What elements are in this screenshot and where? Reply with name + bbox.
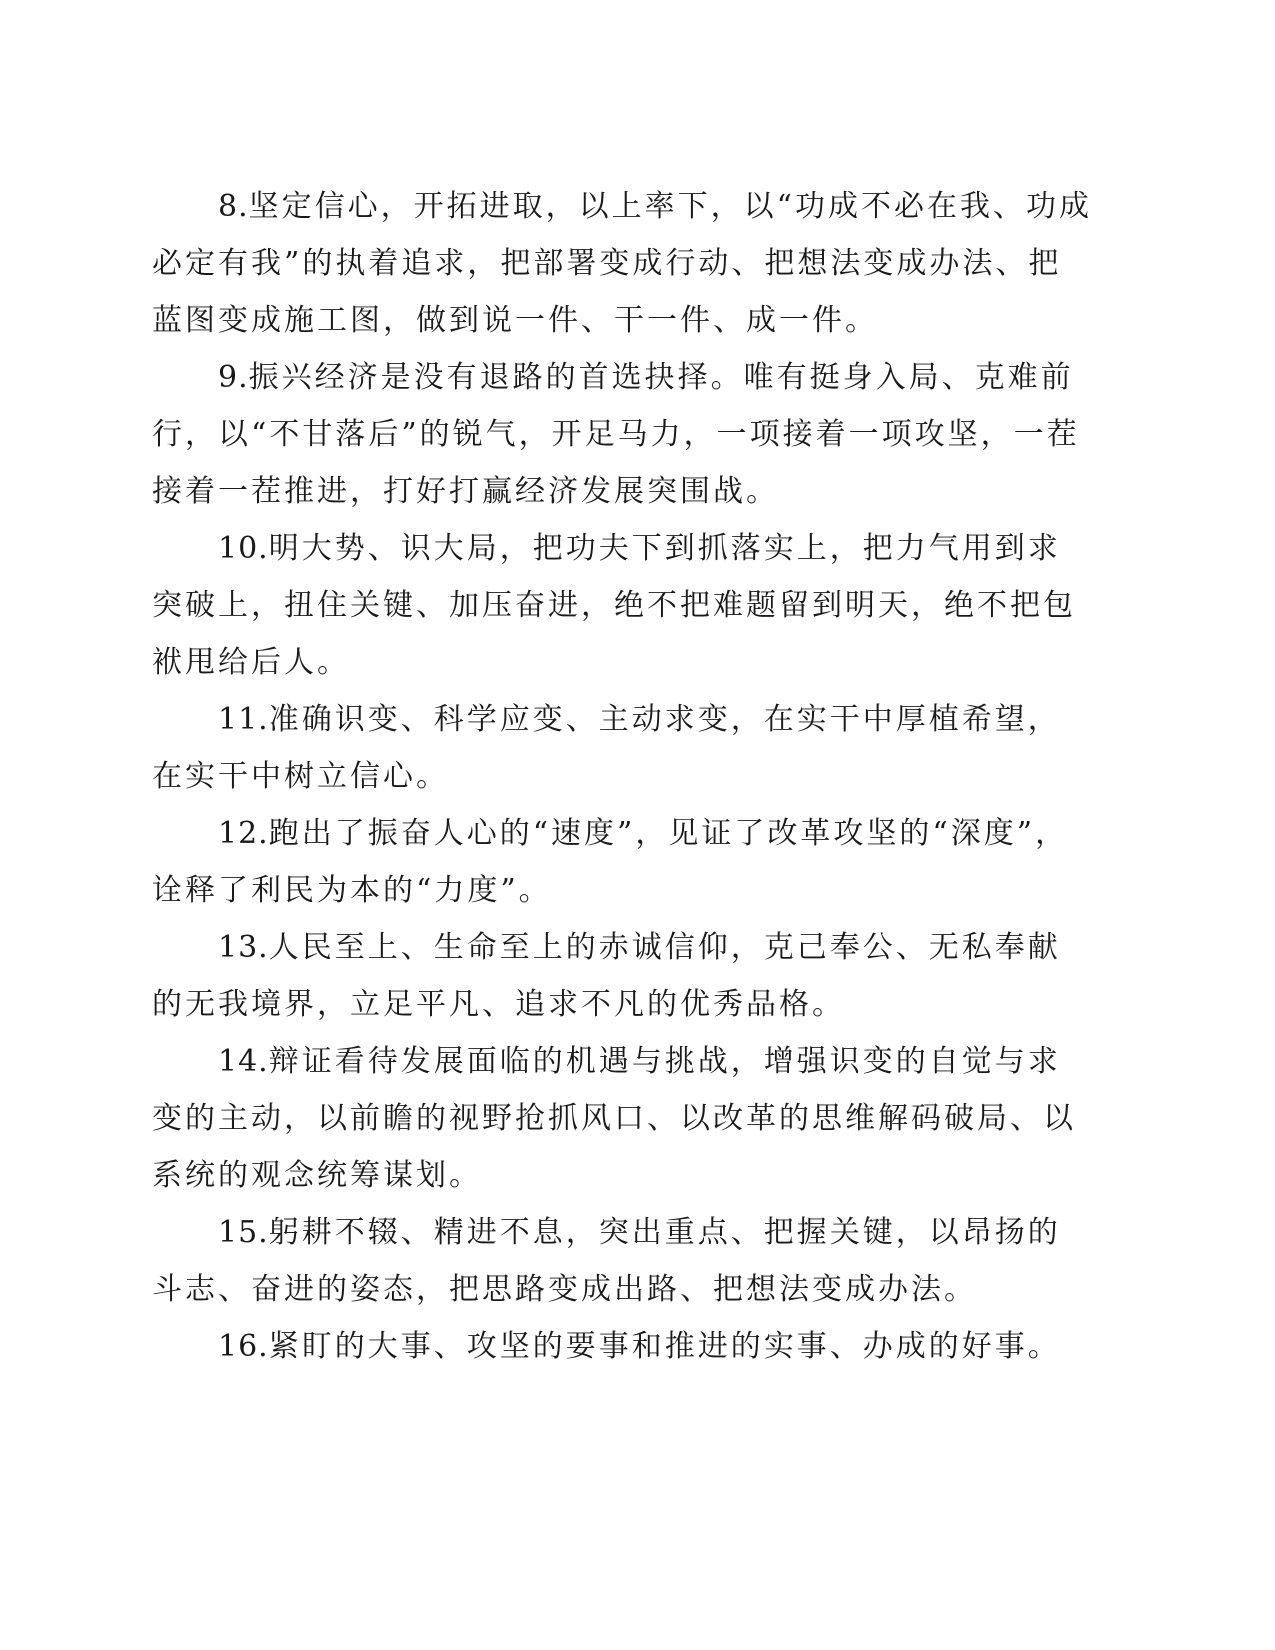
paragraph-text: 辩证看待发展面临的机遇与挑战，增强识变的自觉与求变的主动，以前瞻的视野抢抓风口、以改革的思维解码破局、以系统的观念统筹谋划。 xyxy=(152,1044,1076,1193)
paragraph-text: 躬耕不辍、精进不息，突出重点、把握关键，以昂扬的斗志、奋进的姿态，把思路变成出路、把想法变成办法。 xyxy=(152,1215,1061,1307)
paragraph-number: 9. xyxy=(218,360,249,395)
paragraph-10 xyxy=(152,520,1092,691)
paragraph-number: 8. xyxy=(218,189,249,224)
paragraph-number: 14. xyxy=(218,1044,269,1079)
paragraph-15 xyxy=(152,1204,1092,1318)
paragraph-12 xyxy=(152,805,1092,919)
paragraph-11 xyxy=(152,691,1092,805)
paragraph-13 xyxy=(152,919,1092,1033)
paragraph-14 xyxy=(152,1033,1092,1204)
paragraph-number: 15. xyxy=(218,1215,269,1250)
paragraph-text: 人民至上、生命至上的赤诚信仰，克己奉公、无私奉献的无我境界，立足平凡、追求不凡的优秀品格。 xyxy=(152,930,1061,1022)
paragraph-8 xyxy=(152,178,1092,349)
paragraph-number: 10. xyxy=(218,531,269,566)
paragraph-text: 紧盯的大事、攻坚的要事和推进的实事、办成的好事。 xyxy=(268,1329,1061,1364)
paragraph-9 xyxy=(152,349,1092,520)
paragraph-number: 13. xyxy=(218,930,269,965)
paragraph-text: 坚定信心，开拓进取，以上率下，以“功成不必在我、功成必定有我”的执着追求，把部署变成行动、把想法变成办法、把蓝图变成施工图，做到说一件、干一件、成一件。 xyxy=(152,189,1092,338)
paragraph-text: 准确识变、科学应变、主动求变，在实干中厚植希望，在实干中树立信心。 xyxy=(152,702,1061,794)
paragraph-number: 11. xyxy=(218,702,269,737)
paragraph-number: 12. xyxy=(218,816,269,851)
paragraph-number: 16. xyxy=(218,1329,269,1364)
paragraph-text: 振兴经济是没有退路的首选抉择。唯有挺身入局、克难前行，以“不甘落后”的锐气，开足马力，一项接着一项攻坚，一茬接着一茬推进，打好打赢经济发展突围战。 xyxy=(152,360,1080,509)
paragraph-text: 明大势、识大局，把功夫下到抓落实上，把力气用到求突破上，扭住关键、加压奋进，绝不把难题留到明天，绝不把包袱甩给后人。 xyxy=(152,531,1076,680)
paragraph-16 xyxy=(152,1318,1092,1375)
paragraph-text: 跑出了振奋人心的“速度”，见证了改革攻坚的“深度”，诠释了利民为本的“力度”。 xyxy=(152,816,1069,908)
document-body xyxy=(152,178,1092,1375)
